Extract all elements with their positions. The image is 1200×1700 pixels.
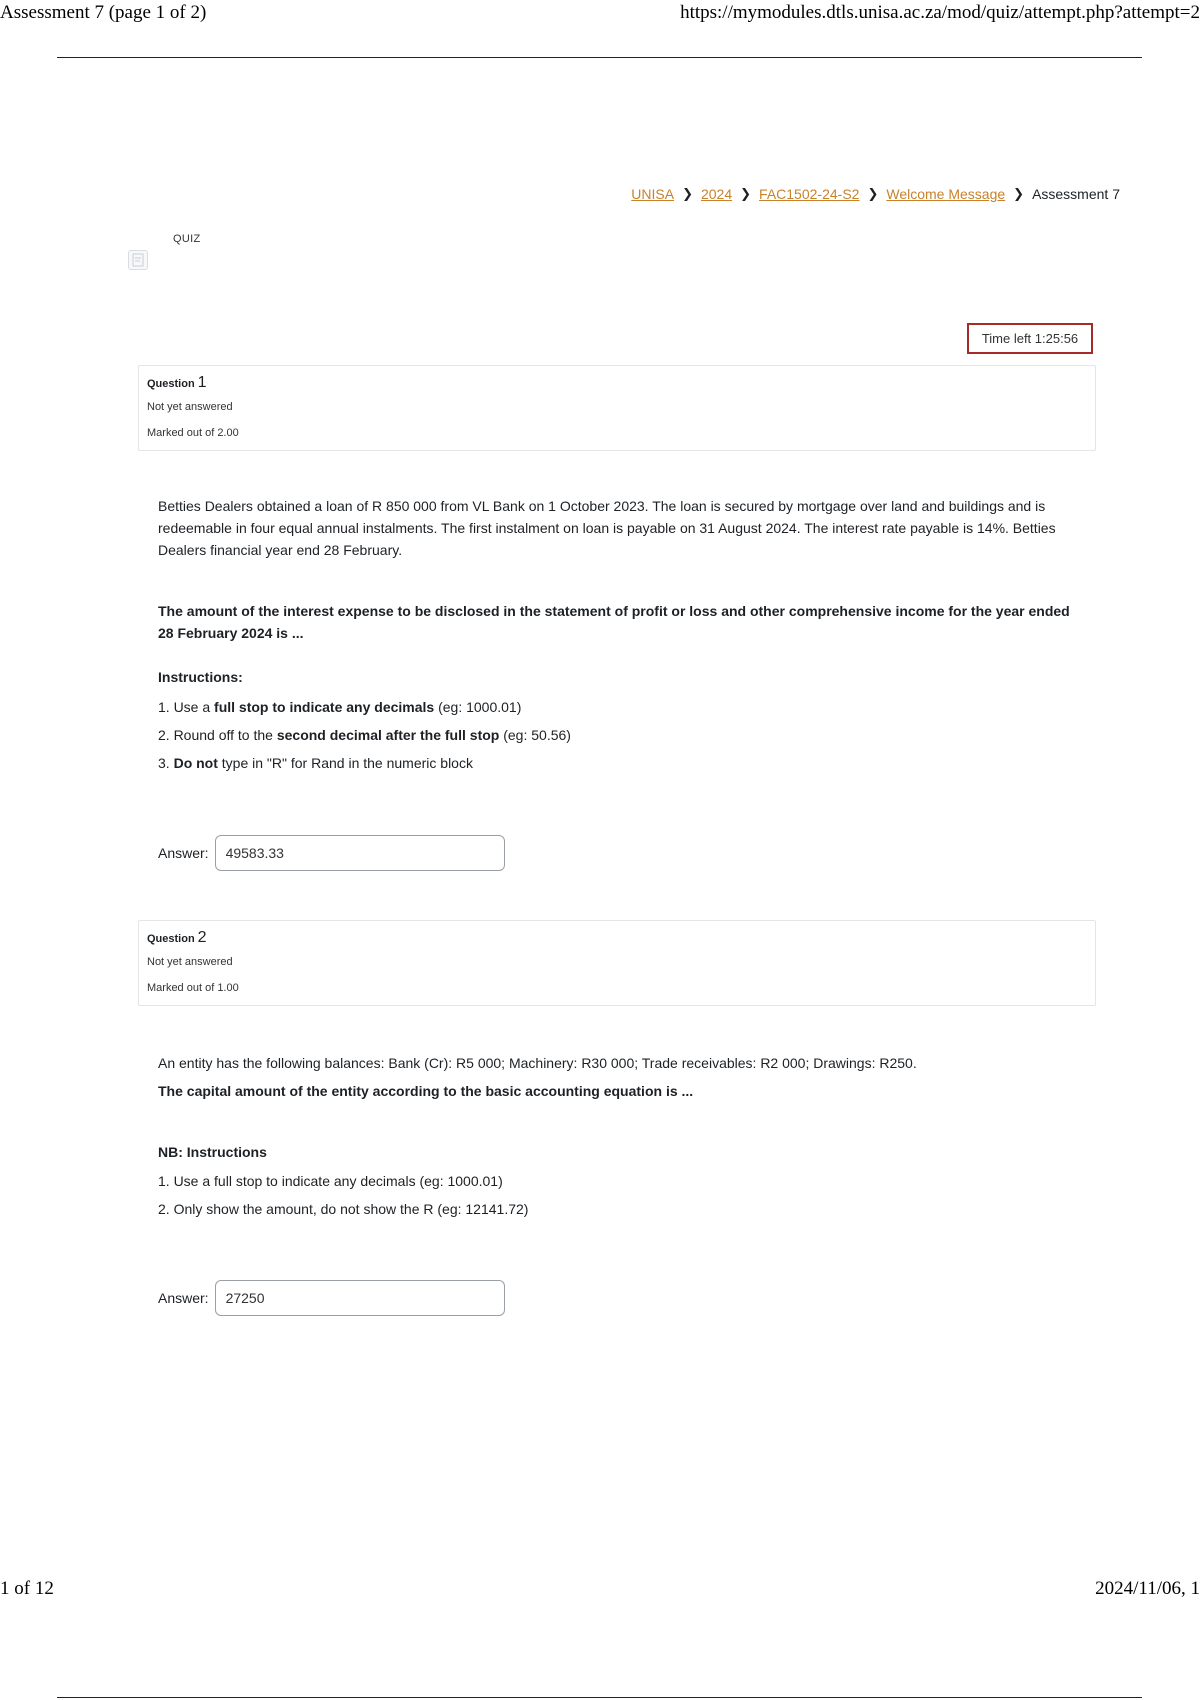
instruction-item: 2. Round off to the second decimal after the full stop (eg: 50.56) [158, 727, 571, 743]
question-number [147, 929, 207, 947]
breadcrumb-current: Assessment 7 [1032, 186, 1120, 202]
answer-input-2[interactable] [215, 1280, 505, 1316]
instructions-title-1: Instructions: [158, 669, 243, 685]
question-grade: Marked out of 2.00 [147, 427, 239, 439]
question-prompt-1: The amount of the interest expense to be disclosed in the statement of profit or loss and other comprehensive income for the year ended 28 February 2024 is ... [158, 603, 1070, 641]
print-page-count: 1 of 12 [0, 1578, 54, 1599]
breadcrumb-item-year[interactable]: 2024 [700, 186, 733, 202]
answer-input-1[interactable] [215, 835, 505, 871]
question-info-2 [138, 920, 1096, 1006]
breadcrumb [631, 186, 1120, 202]
print-header-url: https://mymodules.dtls.unisa.ac.za/mod/quiz/attempt.php?attempt=2 [680, 2, 1200, 23]
question-grade: Marked out of 1.00 [147, 982, 239, 994]
chevron-right-icon: ❯ [740, 186, 752, 201]
instructions-list-1 [158, 693, 1078, 777]
answer-row-1 [158, 835, 505, 871]
chevron-right-icon: ❯ [867, 186, 879, 201]
print-timestamp: 2024/11/06, 1 [1095, 1578, 1200, 1599]
answer-label: Answer: [158, 1290, 209, 1306]
breadcrumb-item-course[interactable]: FAC1502-24-S2 [759, 186, 860, 202]
question-label: Question [147, 378, 195, 390]
question-info-1 [138, 365, 1096, 451]
print-footer [0, 1578, 1200, 1604]
activity-type-label: QUIZ [173, 233, 201, 245]
question-number-value: 2 [197, 929, 207, 946]
question-state: Not yet answered [147, 956, 233, 968]
answer-label: Answer: [158, 845, 209, 861]
question-text-1: Betties Dealers obtained a loan of R 850 000 from VL Bank on 1 October 2023. The loan is secured by mortgage over land and buildings and is redeemable in four equal annual instalments. The first instalment on loan is payable on 31 August 2024. The interest rate payable is 14%. Betties Dealers financial year end 28 February. [158, 498, 1056, 558]
breadcrumb-item-unisa[interactable]: UNISA [631, 186, 675, 202]
question-text-2: An entity has the following balances: Bank (Cr): R5 000; Machinery: R30 000; Trade receivables: R2 000; Drawings: R250. [158, 1055, 917, 1071]
question-label: Question [147, 933, 195, 945]
instruction-item: 3. Do not type in "R" for Rand in the numeric block [158, 755, 473, 771]
instructions-list-2 [158, 1167, 1078, 1223]
breadcrumb-item-section[interactable]: Welcome Message [886, 186, 1006, 202]
print-header-title: Assessment 7 (page 1 of 2) [0, 2, 207, 23]
instruction-item: 1. Use a full stop to indicate any decimals (eg: 1000.01) [158, 1173, 503, 1189]
question-state: Not yet answered [147, 401, 233, 413]
question-number [147, 374, 207, 392]
question-number-value: 1 [197, 374, 207, 391]
instruction-item: 1. Use a full stop to indicate any decimals (eg: 1000.01) [158, 699, 522, 715]
top-rule [57, 57, 1142, 58]
time-left-badge: Time left 1:25:56 [967, 323, 1093, 354]
quiz-icon [128, 250, 148, 270]
bottom-rule [57, 1697, 1142, 1698]
print-header [0, 2, 1200, 28]
question-prompt-2: The capital amount of the entity according to the basic accounting equation is ... [158, 1083, 694, 1099]
answer-row-2 [158, 1280, 505, 1316]
chevron-right-icon: ❯ [1013, 186, 1025, 201]
chevron-right-icon: ❯ [682, 186, 693, 201]
instructions-title-2: NB: Instructions [158, 1144, 267, 1160]
instruction-item: 2. Only show the amount, do not show the R (eg: 12141.72) [158, 1201, 529, 1217]
